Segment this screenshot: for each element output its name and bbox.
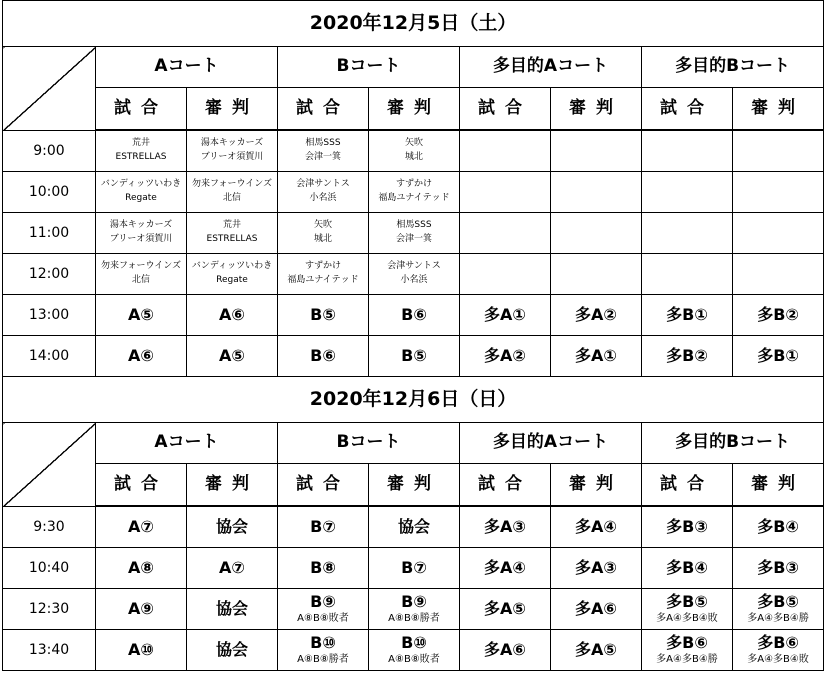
match-code: A⑩: [128, 639, 154, 659]
team-name: 福島ユナイテッド: [287, 275, 359, 285]
match-code: B⑨: [310, 592, 336, 612]
match-code-cell: [96, 548, 187, 589]
match-condition: A⑧B⑧勝者: [388, 612, 440, 624]
role-header: 審判: [733, 88, 824, 131]
team-name: ESTRELLAS: [206, 234, 258, 244]
time-cell: 9:30: [3, 506, 96, 548]
match-condition: A⑧B⑧敗者: [297, 612, 349, 624]
match-code-cell: 多A②: [460, 336, 551, 377]
team-name: ブリーオ須賀川: [109, 234, 173, 244]
team-name: 北信: [131, 275, 150, 285]
date-title-row: [3, 377, 824, 423]
match-cell: [96, 130, 187, 172]
match-code-cell: [278, 589, 369, 630]
match-code: B⑦: [401, 557, 427, 577]
match-code-cell: B⑤: [278, 295, 369, 336]
role-header: 試合: [278, 88, 369, 131]
match-code-cell: [187, 506, 278, 548]
match-cell: [278, 172, 369, 213]
time-slot-row: [3, 589, 824, 630]
match-code-cell: [642, 548, 733, 589]
match-cell: [460, 254, 551, 295]
corner-diagonal-cell: [3, 47, 96, 131]
match-code: 多A⑤: [575, 639, 617, 659]
match-cell: [642, 130, 733, 172]
match-cell: [278, 213, 369, 254]
court-header-row: [3, 47, 824, 88]
schedule-table: [2, 0, 824, 671]
match-condition: 多A④多B④勝: [656, 653, 718, 665]
time-slot-row: [3, 630, 824, 671]
time-slot-row: [3, 172, 824, 213]
match-code-cell: [187, 630, 278, 671]
role-header: 試合: [642, 464, 733, 507]
match-code-cell: [642, 506, 733, 548]
match-code-cell: [369, 548, 460, 589]
match-cell: [278, 130, 369, 172]
match-code: 多B⑥: [757, 633, 799, 653]
match-code-cell: [278, 506, 369, 548]
match-cell: [187, 130, 278, 172]
match-code-cell: [187, 589, 278, 630]
match-code-cell: [96, 589, 187, 630]
time-cell: 13:40: [3, 630, 96, 671]
court-header: 多目的Bコート: [642, 423, 824, 464]
role-header: 審判: [551, 88, 642, 131]
corner-diagonal-cell: [3, 423, 96, 507]
team-name: 会津サントス: [296, 179, 350, 190]
match-cell: [642, 172, 733, 213]
team-name: 湯本キッカーズ: [200, 138, 264, 149]
match-code: A⑨: [128, 598, 154, 618]
match-code: 多A④: [575, 516, 617, 536]
time-slot-row: [3, 254, 824, 295]
team-name: 会津サントス: [387, 261, 441, 272]
match-code: A⑦: [128, 516, 154, 536]
team-name: 相馬SSS: [396, 220, 432, 231]
match-cell: [96, 254, 187, 295]
time-slot-row: [3, 213, 824, 254]
match-code-cell: A⑤: [96, 295, 187, 336]
role-header: 審判: [551, 464, 642, 507]
role-header: 試合: [460, 464, 551, 507]
team-name: すずかけ: [395, 179, 433, 190]
match-code-cell: A⑥: [187, 295, 278, 336]
role-header: 審判: [187, 464, 278, 507]
time-cell: 9:00: [3, 130, 96, 172]
match-cell: [96, 172, 187, 213]
match-code-cell: [278, 548, 369, 589]
match-cell: [460, 172, 551, 213]
team-name: Regate: [125, 193, 157, 203]
team-name: ESTRELLAS: [115, 152, 167, 162]
match-code: 協会: [215, 516, 248, 536]
time-slot-row: [3, 295, 824, 336]
match-code-cell: 多B②: [733, 295, 824, 336]
time-cell: 14:00: [3, 336, 96, 377]
match-cell: [278, 254, 369, 295]
match-code-cell: 多B①: [642, 295, 733, 336]
time-cell: 11:00: [3, 213, 96, 254]
date-title: 2020年12月6日（日）: [3, 377, 824, 423]
match-code: 協会: [397, 516, 430, 536]
match-cell: [369, 172, 460, 213]
team-name: ブリーオ須賀川: [200, 152, 264, 162]
match-code: 協会: [215, 598, 248, 618]
match-cell: [733, 172, 824, 213]
match-cell: [369, 254, 460, 295]
match-code-cell: A⑥: [96, 336, 187, 377]
team-name: 湯本キッカーズ: [109, 220, 173, 231]
match-code: B⑦: [310, 516, 336, 536]
match-code-cell: [96, 506, 187, 548]
match-code: 多A④: [484, 557, 526, 577]
match-condition: 多A④多B④勝: [747, 612, 809, 624]
match-code-cell: [642, 589, 733, 630]
match-cell: [733, 254, 824, 295]
role-header-row: [3, 464, 824, 507]
team-name: 福島ユナイテッド: [378, 193, 450, 203]
court-header: 多目的Aコート: [460, 47, 642, 88]
team-name: 会津一箕: [395, 234, 432, 244]
match-code-cell: [733, 589, 824, 630]
match-cell: [369, 130, 460, 172]
match-code: A⑧: [128, 557, 154, 577]
match-code-cell: [460, 630, 551, 671]
role-header: 審判: [369, 464, 460, 507]
team-name: 会津一箕: [304, 152, 341, 162]
time-slot-row: [3, 336, 824, 377]
role-header: 試合: [96, 88, 187, 131]
team-name: 小名浜: [400, 275, 428, 285]
match-code-cell: [460, 506, 551, 548]
court-header: Aコート: [96, 423, 278, 464]
role-header: 試合: [278, 464, 369, 507]
court-header: 多目的Aコート: [460, 423, 642, 464]
time-cell: 10:40: [3, 548, 96, 589]
match-cell: [642, 213, 733, 254]
time-slot-row: [3, 506, 824, 548]
match-code: A⑦: [219, 557, 245, 577]
match-code-cell: 多B①: [733, 336, 824, 377]
match-condition: 多A④多B④敗: [656, 612, 718, 624]
match-code: 多B⑤: [757, 592, 799, 612]
role-header: 審判: [187, 88, 278, 131]
time-slot-row: [3, 130, 824, 172]
team-name: Regate: [216, 275, 248, 285]
role-header: 審判: [733, 464, 824, 507]
match-code: 多B⑥: [666, 633, 708, 653]
match-code: 多B⑤: [666, 592, 708, 612]
match-code: B⑧: [310, 557, 336, 577]
match-code-cell: B⑥: [278, 336, 369, 377]
match-cell: [187, 172, 278, 213]
date-title-row: [3, 1, 824, 47]
time-cell: 10:00: [3, 172, 96, 213]
match-condition: A⑧B⑧勝者: [297, 653, 349, 665]
team-name: バンディッツいわき: [191, 261, 273, 272]
match-code: 多A⑤: [484, 598, 526, 618]
match-code-cell: [96, 630, 187, 671]
team-name: 勿来フォーウインズ: [100, 261, 181, 272]
match-cell: [551, 254, 642, 295]
match-code-cell: [551, 548, 642, 589]
match-cell: [187, 213, 278, 254]
match-code-cell: B⑥: [369, 295, 460, 336]
match-code-cell: B⑤: [369, 336, 460, 377]
team-name: 勿来フォーウインズ: [191, 179, 272, 190]
match-code: 多B③: [757, 557, 799, 577]
match-cell: [460, 130, 551, 172]
team-name: 城北: [404, 152, 423, 162]
court-header: 多目的Bコート: [642, 47, 824, 88]
team-name: 矢吹: [404, 138, 423, 149]
match-cell: [642, 254, 733, 295]
team-name: 相馬SSS: [305, 138, 341, 149]
match-cell: [369, 213, 460, 254]
team-name: 小名浜: [309, 193, 337, 203]
match-code-cell: [369, 589, 460, 630]
match-cell: [551, 213, 642, 254]
team-name: 城北: [313, 234, 332, 244]
court-header: Bコート: [278, 423, 460, 464]
role-header-row: [3, 88, 824, 131]
team-name: 荒井: [131, 138, 150, 149]
match-code-cell: [551, 506, 642, 548]
match-code: 協会: [215, 639, 248, 659]
role-header: 試合: [96, 464, 187, 507]
time-slot-row: [3, 548, 824, 589]
team-name: 矢吹: [313, 220, 332, 231]
match-cell: [187, 254, 278, 295]
match-code-cell: A⑤: [187, 336, 278, 377]
match-code: 多B④: [666, 557, 708, 577]
role-header: 審判: [369, 88, 460, 131]
match-code: 多A③: [484, 516, 526, 536]
match-condition: 多A④多B④敗: [747, 653, 809, 665]
court-header: Bコート: [278, 47, 460, 88]
match-code-cell: 多B②: [642, 336, 733, 377]
match-code-cell: [369, 506, 460, 548]
match-cell: [551, 130, 642, 172]
time-cell: 12:00: [3, 254, 96, 295]
match-code-cell: [551, 630, 642, 671]
match-cell: [733, 130, 824, 172]
date-title: 2020年12月5日（土）: [3, 1, 824, 47]
match-condition: A⑧B⑧敗者: [388, 653, 440, 665]
match-code-cell: [642, 630, 733, 671]
team-name: すずかけ: [304, 261, 342, 272]
role-header: 試合: [642, 88, 733, 131]
match-code: 多B④: [757, 516, 799, 536]
time-cell: 13:00: [3, 295, 96, 336]
match-code-cell: 多A②: [551, 295, 642, 336]
match-code: B⑨: [401, 592, 427, 612]
match-code: 多B③: [666, 516, 708, 536]
match-cell: [96, 213, 187, 254]
match-code-cell: [733, 506, 824, 548]
match-cell: [460, 213, 551, 254]
court-header: Aコート: [96, 47, 278, 88]
team-name: 北信: [222, 193, 241, 203]
match-code-cell: [460, 548, 551, 589]
match-code-cell: [733, 630, 824, 671]
match-code: B⑩: [310, 633, 336, 653]
match-code-cell: 多A①: [551, 336, 642, 377]
team-name: 荒井: [222, 220, 241, 231]
match-code-cell: [278, 630, 369, 671]
match-code: B⑩: [401, 633, 427, 653]
match-cell: [551, 172, 642, 213]
match-code: 多A⑥: [484, 639, 526, 659]
match-code: 多A⑥: [575, 598, 617, 618]
match-code-cell: [551, 589, 642, 630]
role-header: 試合: [460, 88, 551, 131]
team-name: バンディッツいわき: [100, 179, 182, 190]
match-code-cell: [460, 589, 551, 630]
match-code-cell: [733, 548, 824, 589]
match-cell: [733, 213, 824, 254]
match-code-cell: [369, 630, 460, 671]
match-code-cell: [187, 548, 278, 589]
time-cell: 12:30: [3, 589, 96, 630]
match-code: 多A③: [575, 557, 617, 577]
court-header-row: [3, 423, 824, 464]
match-code-cell: 多A①: [460, 295, 551, 336]
